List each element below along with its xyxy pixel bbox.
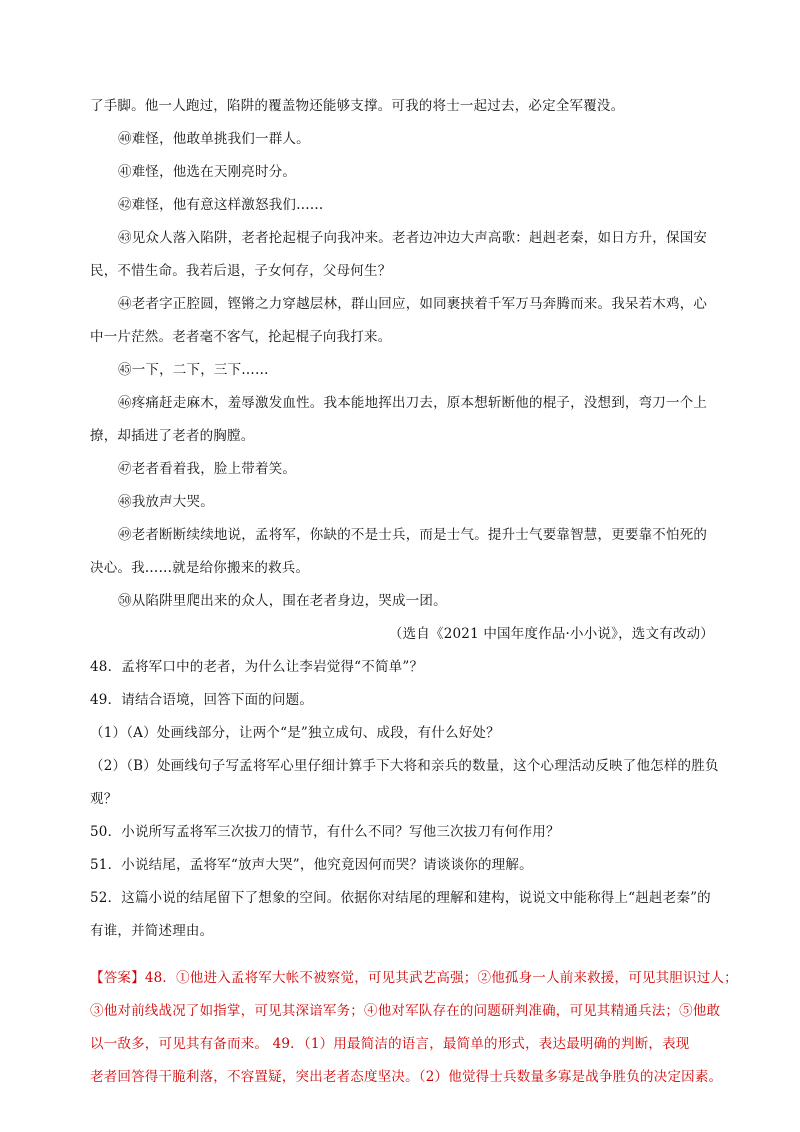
answer-line: 老者回答得干脆利落，不容置疑，突出老者态度坚决。（2）他觉得士兵数量多寡是战争胜负的决定因素。 [90, 1069, 723, 1085]
story-line: ㊶难怪，他选在天刚亮时分。 [118, 164, 297, 180]
story-line: 民，不惜生命。我若后退，子女何存，父母何生？ [90, 263, 392, 279]
story-line: 撩，却插进了老者的胸膛。 [90, 428, 255, 444]
story-line: ㊸见众人落入陷阱，老者抡起棍子向我冲来。老者边冲边大声高歌：赳赳老秦，如日方升，保国安 [118, 230, 708, 246]
question-line: （1）（A）处画线部分，让两个“是”独立成句、成段，有什么好处？ [90, 725, 500, 741]
answer-line [90, 968, 738, 988]
story-line: ㊽我放声大哭。 [118, 494, 214, 510]
story-line: ㊾老者断断续续地说，孟将军，你缺的不是士兵，而是士气。提升士气要靠智慧，更要靠不怕死的 [118, 527, 708, 543]
story-line: 了手脚。他一人跑过，陷阱的覆盖物还能够支撑。可我的将士一起过去，必定全军覆没。 [90, 98, 625, 114]
story-line: ㊼老者看着我，脸上带着笑。 [118, 461, 297, 477]
story-line: 中一片茫然。老者毫不客气，抡起棍子向我打来。 [90, 329, 392, 345]
story-line: ㊺一下，二下，三下…… [118, 362, 269, 378]
question-line: 50．小说所写孟将军三次拔刀的情节，有什么不同？写他三次拔刀有何作用？ [90, 824, 560, 840]
story-line: 决心。我……就是给你搬来的救兵。 [90, 560, 310, 576]
story-line: ㊻疼痛赶走麻木，羞辱激发血性。我本能地挥出刀去，原本想斩断他的棍子，没想到，弯刀一个上 [118, 395, 708, 411]
answer-tag: 【答案】 [90, 970, 145, 986]
source-citation: （选自《2021 中国年度作品·小小说》，选文有改动） [388, 626, 714, 642]
story-line: ㊵难怪，他敢单挑我们一群人。 [118, 131, 310, 147]
story-line: ㊿从陷阱里爬出来的众人，围在老者身边，哭成一团。 [118, 593, 447, 609]
question-line: 有谁，并简述理由。 [90, 923, 214, 939]
question-line: 49．请结合语境，回答下面的问题。 [90, 692, 314, 708]
story-line: ㊹老者字正腔圆，铿锵之力穿越层林，群山回应，如同裹挟着千军万马奔腾而来。我呆若木鸡，心 [118, 296, 708, 312]
answer-line: 以一敌多，可见其有备而来。 49．（1）用最简洁的语言，最简单的形式，表达最明确的判断，表现 [90, 1036, 690, 1052]
question-line: 48．孟将军口中的老者，为什么让李岩觉得“不简单”？ [90, 659, 424, 675]
story-line: ㊷难怪，他有意这样激怒我们…… [118, 197, 324, 213]
answer-text: 48．①他进入孟将军大帐不被察觉，可见其武艺高强；②他孤身一人前来救援，可见其胆识过人； [144, 970, 738, 986]
question-line: 观？ [90, 791, 118, 807]
answer-line: ③他对前线战况了如指掌，可见其深谙军务；④他对军队存在的问题研判准确，可见其精通兵法；⑤他敢 [90, 1003, 721, 1019]
question-line: 51．小说结尾，孟将军“放声大哭”，他究竟因何而哭？请谈谈你的理解。 [90, 857, 533, 873]
question-line: 52．这篇小说的结尾留下了想象的空间。依据你对结尾的理解和建构，说说文中能称得上“赳赳老秦”的 [90, 890, 711, 906]
question-line: （2）（B）处画线句子写孟将军心里仔细计算手下大将和亲兵的数量，这个心理活动反映了他怎样的胜负 [90, 758, 719, 774]
